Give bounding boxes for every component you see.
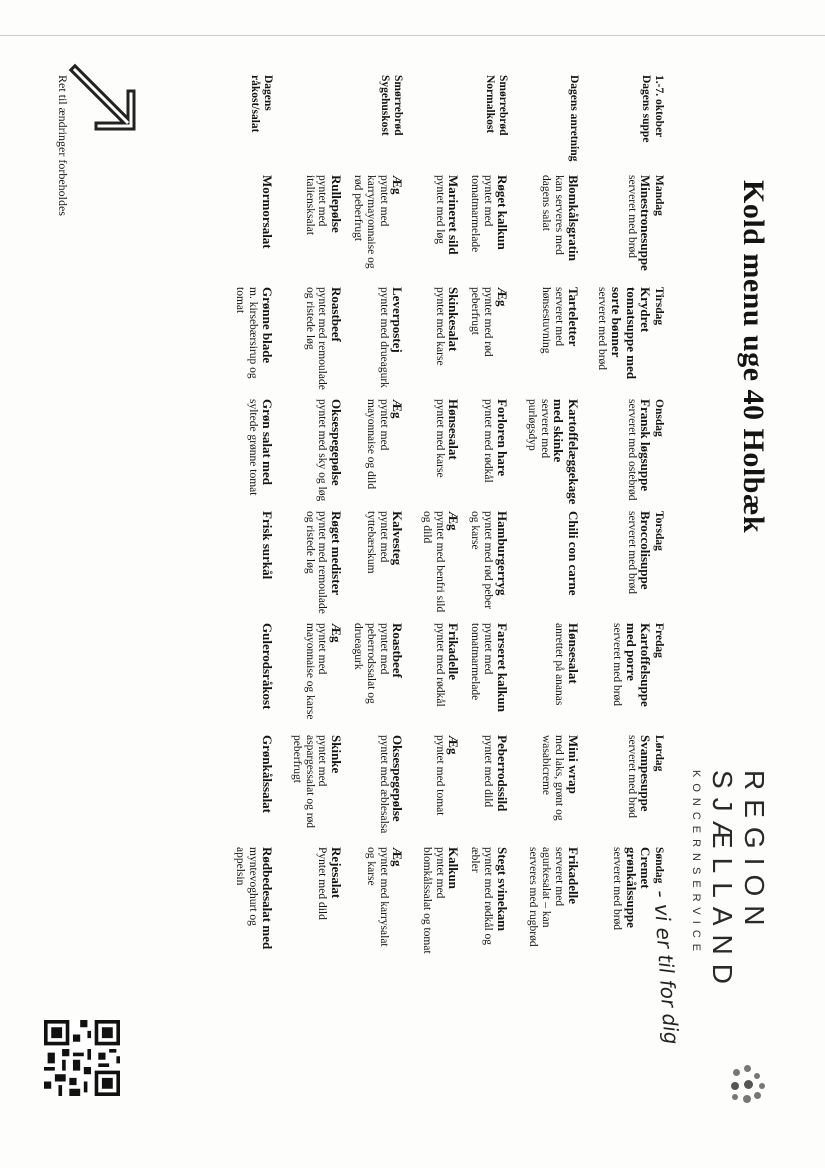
dish-description: anrettet på ananas [553,623,566,706]
dish-description: pyntet med blomkålssalat og tomat [421,847,446,954]
dish-description: pyntet med rød peberfrugt [469,287,495,357]
menu-cell [509,623,580,735]
dish-description: pyntet med tomatmarmelade [469,623,495,701]
row-label: Smørrebrød Sygehuskost [379,75,405,136]
dish-name: Leverpostej [390,287,406,353]
dish-name: Røget medister [329,511,344,596]
menu-cell [343,735,404,847]
dish-name: Æg [446,511,462,531]
dish-name: Rullepølse [329,175,344,233]
menu-cell [509,511,580,623]
menu-cell [580,623,653,735]
header-row [652,75,665,959]
dish-name: Blomkålsgratin [565,175,581,261]
dish-description: pyntet med karse [433,287,446,366]
dish-description: syltede grønne tomat [247,399,260,496]
menu-cell [460,623,508,735]
dish-name: Stegt svinekam [494,847,510,932]
dish-description: serveret med hønsestuvning [540,287,566,354]
menu-cell [404,735,460,847]
day-header: Torsdag [653,511,665,551]
menu-cell [580,511,653,623]
dish-description: pyntet med mayonnaise og dild [364,399,390,490]
menu-cell [404,511,460,623]
menu-row [274,75,343,959]
day-header: Søndag [653,847,665,884]
dish-name: Rødbedesalat med [259,847,275,950]
dish-description: pyntet med dild [482,735,495,808]
fold-line [0,35,825,36]
dish-description: serveret med brød [596,287,609,371]
dish-description: pyntet med rød peber og karse [469,511,495,610]
dish-name: Broccolisuppe [638,511,654,590]
dish-description: pyntet med remoulade og ristede løg [303,287,329,390]
menu-cell [404,287,460,399]
row-label [404,75,460,175]
dish-description: med laks, grønt og wasabicreme [540,735,566,821]
menu-cell [274,847,343,959]
dish-name: Farseret kalkun [494,623,510,712]
dish-name: Grønkålssalat [259,735,275,814]
dish-description: serveret med brød [625,735,638,819]
row-label: Dagens suppe [640,75,653,143]
dish-description: kan serveres med dagens salat [540,175,566,255]
menu-cell [343,847,404,959]
dish-description: pyntet med mayonnaise og karse [303,623,329,720]
dish-name: Æg [390,847,406,867]
dish-name: Grøn salat med [259,399,275,485]
dish-name: Æg [494,287,510,307]
menu-cell [274,511,343,623]
dish-name: Frikadelle [565,847,581,905]
menu-cell [218,623,274,735]
dish-name: Gulerodsråkost [259,623,275,710]
menu-cell [509,735,580,847]
menu-cell [580,735,653,847]
menu-cell [218,511,274,623]
menu-cell [343,623,404,735]
dish-name: Rejesalat [329,847,344,899]
menu-row [343,75,404,959]
menu-cell [404,623,460,735]
menu-cell [218,287,274,399]
dish-description: pyntet med karrymayonnaise og rød peberfrugt [351,175,390,269]
dish-description: pyntet med løg [433,175,446,244]
dish-description: serveret med brød [625,511,638,595]
dish-name: Frisk surkål [259,511,275,580]
row-label: Dagens anretning [567,75,580,162]
menu-cell [460,735,508,847]
region-dots-logo-icon [725,1065,765,1105]
dish-name: Kartoffelæggekage med skinke [551,399,581,505]
row-label: Dagens råkost/salat [248,75,274,133]
menu-cell [460,175,508,287]
menu-cell [218,399,274,511]
menu-cell [509,399,580,511]
menu-cell [218,735,274,847]
dish-description: pyntet med tomatmarmelade [469,175,495,253]
dish-name: Hønsesalat [446,399,462,460]
menu-row [580,75,653,959]
dish-name: Kalvesteg [390,511,406,566]
arrow-icon [65,60,145,140]
day-header: Mandag [653,175,665,216]
menu-cell [580,399,653,511]
menu-cell [509,287,580,399]
dish-description: Pyntet med dild [316,847,329,920]
dish-name: Grønne blade [259,287,275,364]
menu-cell [274,175,343,287]
dish-name: Oksespegepølse [390,735,406,822]
dish-description: m. kirsebærsirup og tomat [234,287,260,379]
dish-description: serveret med brød [611,623,624,707]
dish-description: pyntet med drueagurk [377,287,390,388]
dish-name: Skinkesalat [446,287,462,352]
menu-cell [274,623,343,735]
dish-description: pyntet med italiensksalat [303,175,329,236]
dish-description: myntevoghurt og appelsin [234,847,260,926]
dish-description: serveret med brød [611,847,624,931]
row-label [274,75,343,175]
dish-description: pyntet med karse [433,399,446,478]
dish-description: serveret med ostebrød [625,399,638,501]
dish-description: serveret med purløgsdyp [525,399,551,459]
dish-name: Frikadelle [446,623,462,681]
dish-name: Svampesuppe [638,735,654,812]
menu-row [460,75,508,959]
menu-cell [404,175,460,287]
dish-description: pyntet med aspargessalat og rød peberfrugt [290,735,329,829]
dish-name: Mini wrap [565,735,581,794]
dish-name: Peberrodssild [494,735,510,812]
menu-cell [509,847,580,959]
day-header: Fredag [653,623,665,658]
menu-cell [460,287,508,399]
dish-name: Roastbeef [390,623,406,678]
dish-name: Æg [390,175,406,195]
menu-cell [509,175,580,287]
menu-cell [218,175,274,287]
dish-description: serveret med agurkesalat – kan serveres med rugbrød [527,847,566,947]
dish-description: pyntet med tyttebærskum [364,511,390,574]
dish-name: Minestronesuppe [638,175,654,271]
dish-description: pyntet med benfri sild og dild [421,511,446,613]
dish-name: Mormorsalat [259,175,275,249]
week-label: 1.-7. oktober [653,75,665,138]
dish-name: Tarteletter [565,287,581,347]
dish-name: Røget kalkun [494,175,510,250]
dish-name: Fransk løgsuppe [638,399,654,492]
dish-description: pyntet med rødkål [482,399,495,483]
dish-name: Æg [329,623,344,643]
menu-cell [274,735,343,847]
menu-cell [580,847,653,959]
row-label: Smørrebrød Normalkost [483,75,509,136]
menu-cell [460,847,508,959]
dish-name: Chili con carne [565,511,581,596]
menu-cell [343,511,404,623]
dish-description: pyntet med æblesalsa [377,735,390,834]
dish-name: Æg [390,399,406,419]
dish-name: Oksespegepølse [329,399,344,486]
menu-row [404,75,460,959]
qr-code-icon [44,1020,120,1096]
menu-cell [404,399,460,511]
dish-name: Hamburgerryg [494,511,510,596]
dish-description: pyntet med karrysalat og karse [364,847,390,947]
dish-name: Hønsesalat [565,623,581,684]
day-header: Onsdag [653,399,665,437]
menu-table [218,75,665,959]
dish-name: Marineret sild [446,175,462,255]
dish-name: Æg [446,735,462,755]
dish-description: pyntet med rødkål [433,623,446,707]
menu-cell [343,399,404,511]
menu-cell [580,287,653,399]
dish-name: Kalkun [446,847,462,889]
dish-name: Forloren hare [494,399,510,477]
page-title: Kold menu uge 40 Holbæk [737,180,770,534]
dish-name: Skinke [329,735,344,774]
dish-description: pyntet med tomat [433,735,446,816]
dish-name: Roastbeef [329,287,344,342]
menu-cell [404,847,460,959]
dish-name: Cremet grønkålssuppe [623,847,654,928]
menu-cell [580,175,653,287]
dish-description: serveret med brød [625,175,638,259]
brand-name: REGION SJÆLLAND [707,770,770,993]
menu-cell [218,847,274,959]
dish-name: Kartoffelsuppe med porre [623,623,654,707]
menu-cell [343,287,404,399]
day-header: Tirsdag [653,287,665,326]
footer-note: Ret til ændringer forbeholdes [56,75,70,216]
brand-slogan: - vi er til for dig [648,889,684,1046]
dish-description: pyntet med rødkål og æbler [469,847,495,946]
menu-row [218,75,274,959]
menu-row [509,75,580,959]
dish-description: pyntet med sky og løg [316,399,329,502]
menu-cell [460,399,508,511]
day-header: Lørdag [653,735,665,772]
dish-name: Krydret tomatsuppe med sorte bønner [609,287,654,380]
menu-cell [343,175,404,287]
dish-description: pyntet med peberrodssalat og drueagurk [351,623,390,704]
dish-description: pyntet med remoulade og ristede løg [303,511,329,614]
brand-subtitle: KONCERNSERVICE [690,770,702,958]
menu-cell [274,399,343,511]
menu-cell [460,511,508,623]
menu-cell [274,287,343,399]
